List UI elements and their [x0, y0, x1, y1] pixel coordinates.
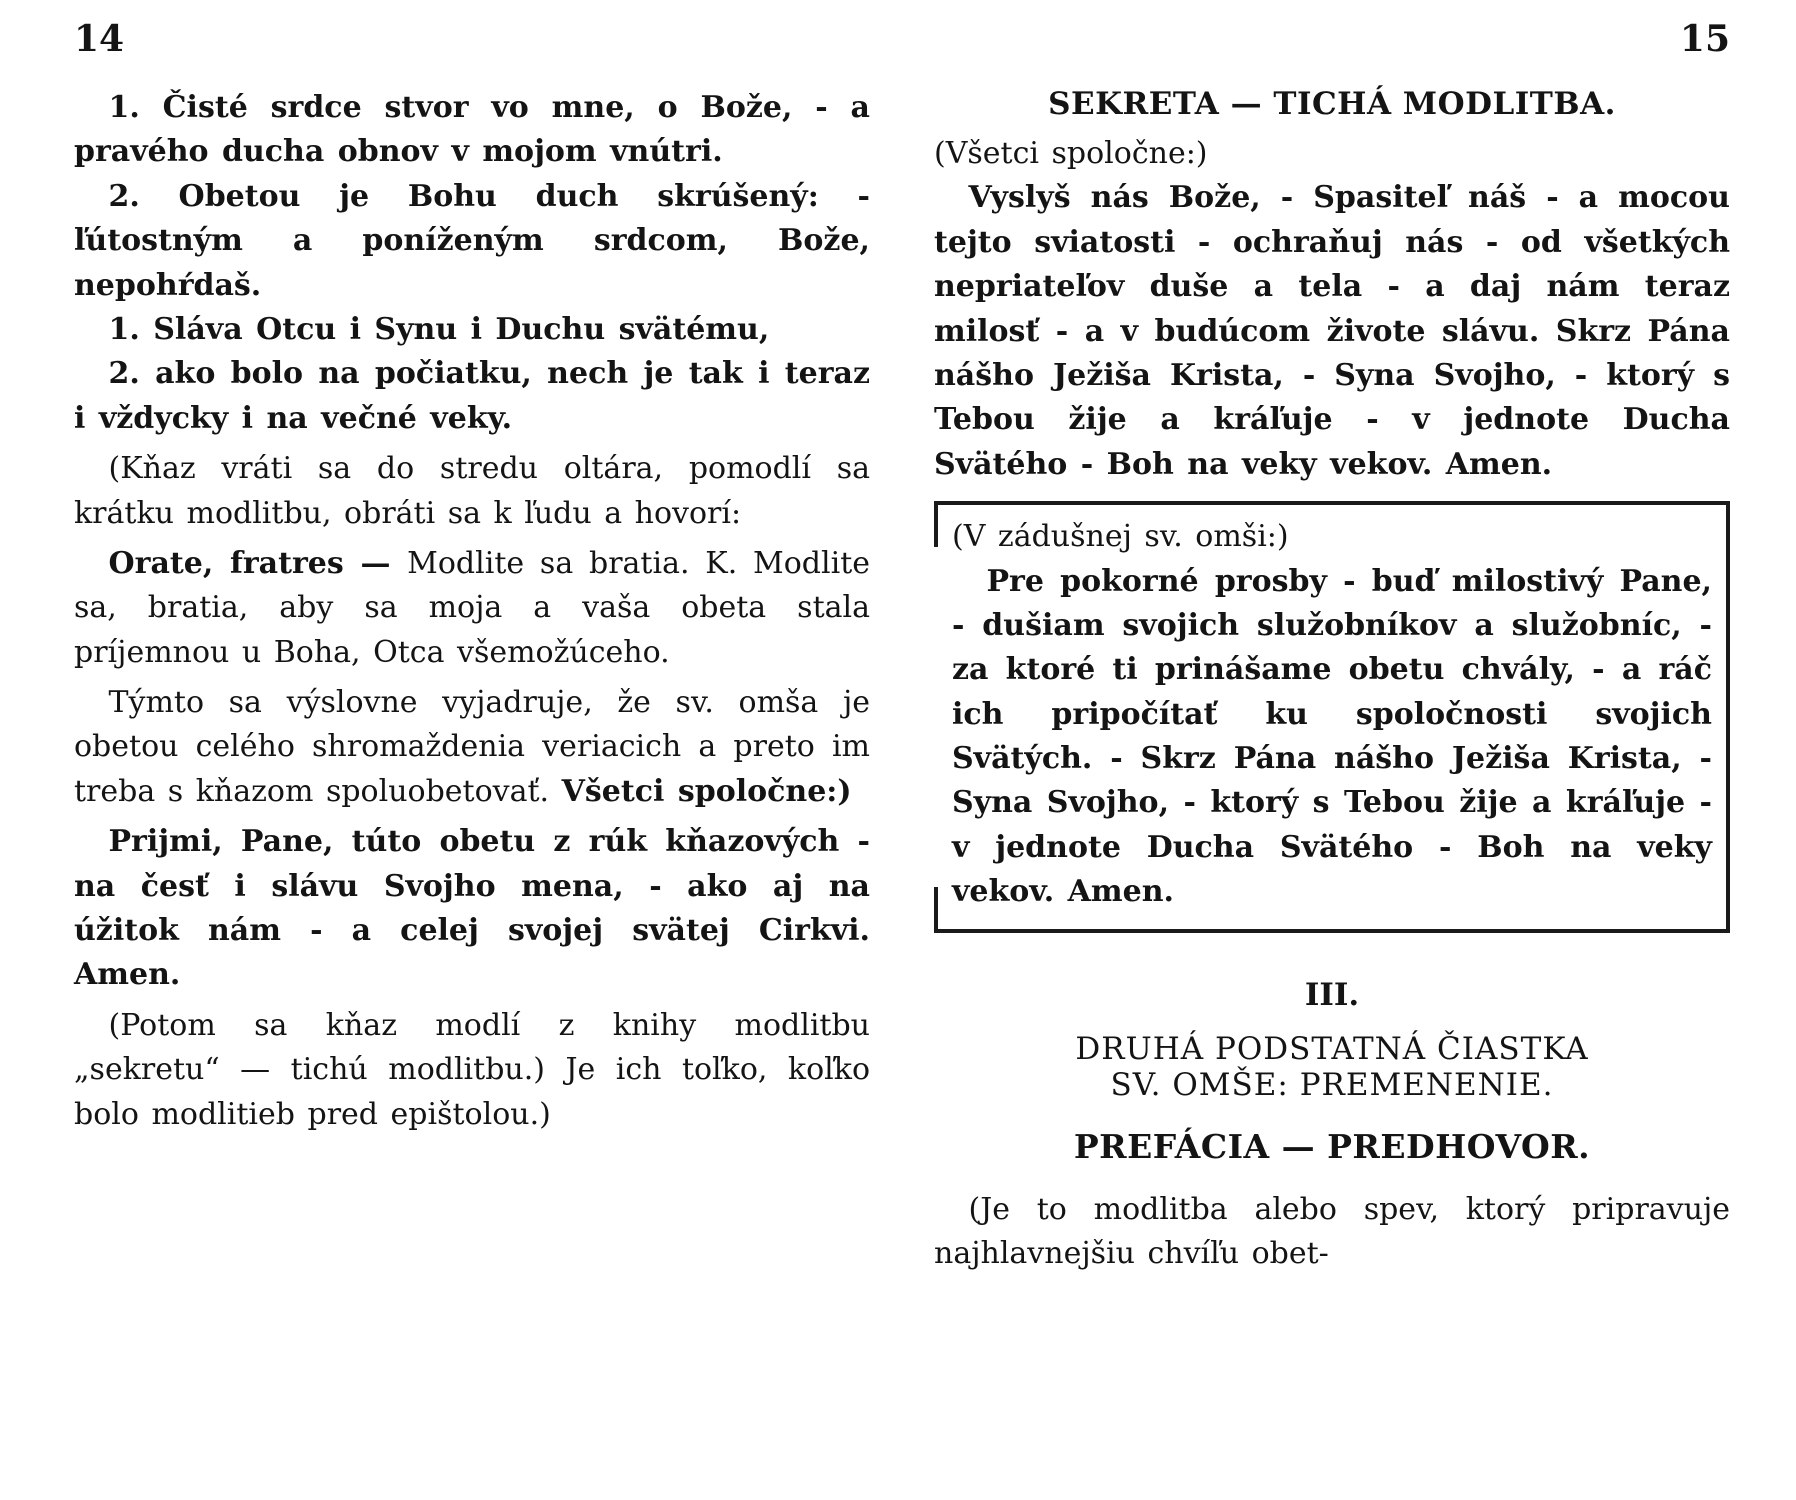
paragraph-bold-tail: Všetci spoločne:) — [561, 773, 852, 809]
chapter-numeral: III. — [1304, 976, 1360, 1013]
paragraph: 2. Obetou je Bohu duch skrúšený: - ľútostným a poníženým srdcom, Bože, nepohŕdaš. — [74, 178, 870, 303]
paragraph — [74, 681, 870, 814]
requiem-box-prayer: Pre pokorné prosby - buď milostivý Pane, - dušiam svojich služobníkov a služobníc, - za ktoré ti prinášame obetu chvály, - a ráč ich pripočítať ku spoločnosti svojich Svätých. - Skrz Pána nášho Ježiša Krista, - Syna Svojho, - ktorý s Tebou žije a kráľuje - v jednote Ducha Svätého - Boh na veky vekov. Amen. — [952, 563, 1712, 910]
paragraph: 1. Čisté srdce stvor vo mne, o Bože, - a pravého ducha obnov v mojom vnútri. — [74, 90, 870, 170]
section-heading-sekreta: SEKRETA — TICHÁ MODLITBA. — [1048, 86, 1616, 122]
subsection-heading-prefacia: PREFÁCIA — PREDHOVOR. — [1073, 1126, 1591, 1166]
chapter-title-line2: SV. OMŠE: PREMENENIE. — [1110, 1066, 1554, 1103]
paragraph-text: Modlite sa bratia. K. Modlite sa, bratia, aby sa moja a vaša obeta stala príjemnou u Boha, Otca všemožúceho. — [74, 545, 871, 670]
page-number-right: 15 — [1679, 18, 1730, 60]
paragraph-text: Týmto sa výslovne vyjadruje, že sv. omša je obetou celého shromaždenia veriacich a preto im treba s kňazom spoluobetovať. — [74, 685, 870, 809]
requiem-box — [934, 501, 1730, 933]
left-page — [74, 18, 870, 1276]
rubric-paragraph: (Kňaz vráti sa do stredu oltára, pomodlí sa krátku modlitbu, obráti sa k ľudu a hovorí: — [74, 451, 870, 531]
paragraph: 1. Sláva Otcu i Synu i Duchu svätému, — [108, 311, 770, 347]
rubric-paragraph: (Potom sa kňaz modlí z knihy modlitbu „sekretu“ — tichú modlitbu.) Je ich toľko, koľko bolo modlitieb pred epištolou.) — [74, 1007, 870, 1132]
rubric-caption: (Všetci spoločne:) — [934, 136, 1208, 171]
rubric-paragraph: (Je to modlitba alebo spev, ktorý pripravuje najhlavnejšiu chvíľu obet- — [934, 1191, 1730, 1272]
paragraph-bold-lead: Orate, fratres — — [108, 545, 408, 581]
chapter-block — [934, 977, 1730, 1166]
chapter-title-line1: DRUHÁ PODSTATNÁ ČIASTKA — [1075, 1030, 1589, 1067]
paragraph: 2. ako bolo na počiatku, nech je tak i teraz i vždycky i na večné veky. — [74, 356, 870, 436]
paragraph — [74, 542, 870, 675]
right-page — [934, 18, 1730, 1276]
page-number-left: 14 — [74, 18, 125, 60]
requiem-box-caption: (V zádušnej sv. omši:) — [952, 519, 1289, 555]
prayer-paragraph: Vyslyš nás Bože, - Spasiteľ náš - a mocou tejto sviatosti - ochraňuj nás - od všetkých nepriateľov duše a tela - a daj nám teraz milosť - a v budúcom živote slávu. Skrz Pána nášho Ježiša Krista, - Syna Svojho, - ktorý s Tebou žije a kráľuje - v jednote Ducha Svätého - Boh na veky vekov. Amen. — [934, 180, 1730, 482]
prayer-paragraph: Prijmi, Pane, túto obetu z rúk kňazových - na česť i slávu Svojho mena, - ako aj na úžitok nám - a celej svojej svätej Cirkvi. Amen. — [74, 824, 870, 993]
